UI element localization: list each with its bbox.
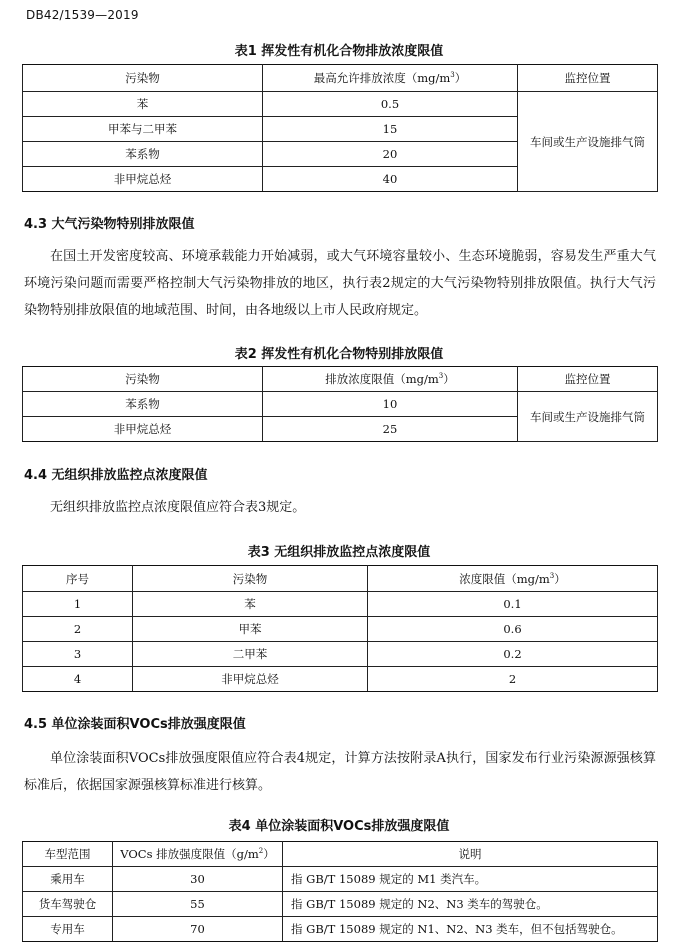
table3 (22, 565, 658, 692)
section-4-5-paragraph: 单位涂装面积VOCs排放强度限值应符合表4规定，计算方法按附录A执行，国家发布行业污染源源强核算标准后，依据国家源强核算标准进行核算。 (24, 751, 656, 793)
table3-header-limit: 浓度限值$(mg/m^3)$ (368, 566, 658, 592)
table-cell-no: 3 (23, 642, 133, 667)
table4-header-range: 车型范围 (23, 842, 113, 867)
table-cell-pollutant: 苯系物 (23, 142, 263, 167)
table-cell-value: 0.2 (368, 642, 658, 667)
table4 (22, 841, 658, 942)
table-cell-pollutant: 二甲苯 (133, 642, 368, 667)
document-code: DB42/1539—2019 (26, 8, 139, 22)
table2-header-pollutant: 污染物 (23, 367, 263, 392)
table-cell-value: 40 (263, 167, 518, 192)
table1-cell-location: 车间或生产设施排气筒 (518, 92, 658, 192)
table-cell-value: 55 (113, 892, 283, 917)
table4-header-limit: VOCs 排放强度限值$(g/m^2)$ (113, 842, 283, 867)
table-cell-pollutant: 苯系物 (23, 392, 263, 417)
table-cell-value: 15 (263, 117, 518, 142)
section-4-3-title: 4.3 大气污染物特别排放限值 (24, 217, 195, 232)
table2-cell-location: 车间或生产设施排气筒 (518, 392, 658, 442)
table2-header-limit: 排放浓度限值$(mg/m^3)$ (263, 367, 518, 392)
table2-caption: 表2 挥发性有机化合物特别排放限值 (234, 347, 444, 362)
table-cell-range: 货车驾驶仓 (23, 892, 113, 917)
table1-header-pollutant: 污染物 (23, 65, 263, 92)
table3-caption: 表3 无组织排放监控点浓度限值 (247, 545, 431, 560)
table3-header-pollutant: 污染物 (133, 566, 368, 592)
table-cell-range: 专用车 (23, 917, 113, 942)
table-cell-no: 4 (23, 667, 133, 692)
table-cell-pollutant: 非甲烷总烃 (23, 417, 263, 442)
table-cell-value: 20 (263, 142, 518, 167)
table-cell-note: 指 GB/T 15089 规定的 N1、N2、N3 类车，但不包括驾驶仓。 (283, 917, 658, 942)
table3-header-no: 序号 (23, 566, 133, 592)
table-cell-no: 1 (23, 592, 133, 617)
section-4-3-paragraph: 在国土开发密度较高、环境承载能力开始减弱，或大气环境容量较小、生态环境脆弱，容易发生严重大气环境污染问题而需要严格控制大气污染物排放的地区，执行表2规定的大气污染物特别排放限值。执行大气污染物特别排放限值的地域范围、时间，由各地级以上市人民政府规定。 (24, 249, 656, 318)
table-cell-no: 2 (23, 617, 133, 642)
table-cell-value: 0.6 (368, 617, 658, 642)
table-cell-pollutant: 苯 (133, 592, 368, 617)
table-cell-value: 0.1 (368, 592, 658, 617)
table-cell-value: 10 (263, 392, 518, 417)
table-cell-note: 指 GB/T 15089 规定的 N2、N3 类车的驾驶仓。 (283, 892, 658, 917)
table-cell-pollutant: 苯 (23, 92, 263, 117)
table-cell-value: 0.5 (263, 92, 518, 117)
section-4-5-title: 4.5 单位涂装面积VOCs排放强度限值 (24, 717, 246, 732)
table-cell-range: 乘用车 (23, 867, 113, 892)
table-cell-pollutant: 非甲烷总烃 (133, 667, 368, 692)
table2-header-location: 监控位置 (518, 367, 658, 392)
table-cell-value: 30 (113, 867, 283, 892)
table-cell-pollutant: 非甲烷总烃 (23, 167, 263, 192)
table1 (22, 64, 658, 192)
table1-caption: 表1 挥发性有机化合物排放浓度限值 (234, 44, 444, 59)
table-cell-value: 70 (113, 917, 283, 942)
section-4-4-title: 4.4 无组织排放监控点浓度限值 (24, 468, 208, 483)
table4-header-note: 说明 (283, 842, 658, 867)
table1-header-limit: 最高允许排放浓度$(mg/m^3)$ (263, 65, 518, 92)
table-cell-value: 2 (368, 667, 658, 692)
table-cell-pollutant: 甲苯 (133, 617, 368, 642)
table1-header-location: 监控位置 (518, 65, 658, 92)
section-4-4-paragraph: 无组织排放监控点浓度限值应符合表3规定。 (50, 500, 306, 515)
table4-caption: 表4 单位涂装面积VOCs排放强度限值 (228, 819, 450, 834)
table-cell-pollutant: 甲苯与二甲苯 (23, 117, 263, 142)
table-cell-note: 指 GB/T 15089 规定的 M1 类汽车。 (283, 867, 658, 892)
table-cell-value: 25 (263, 417, 518, 442)
table2 (22, 366, 658, 442)
